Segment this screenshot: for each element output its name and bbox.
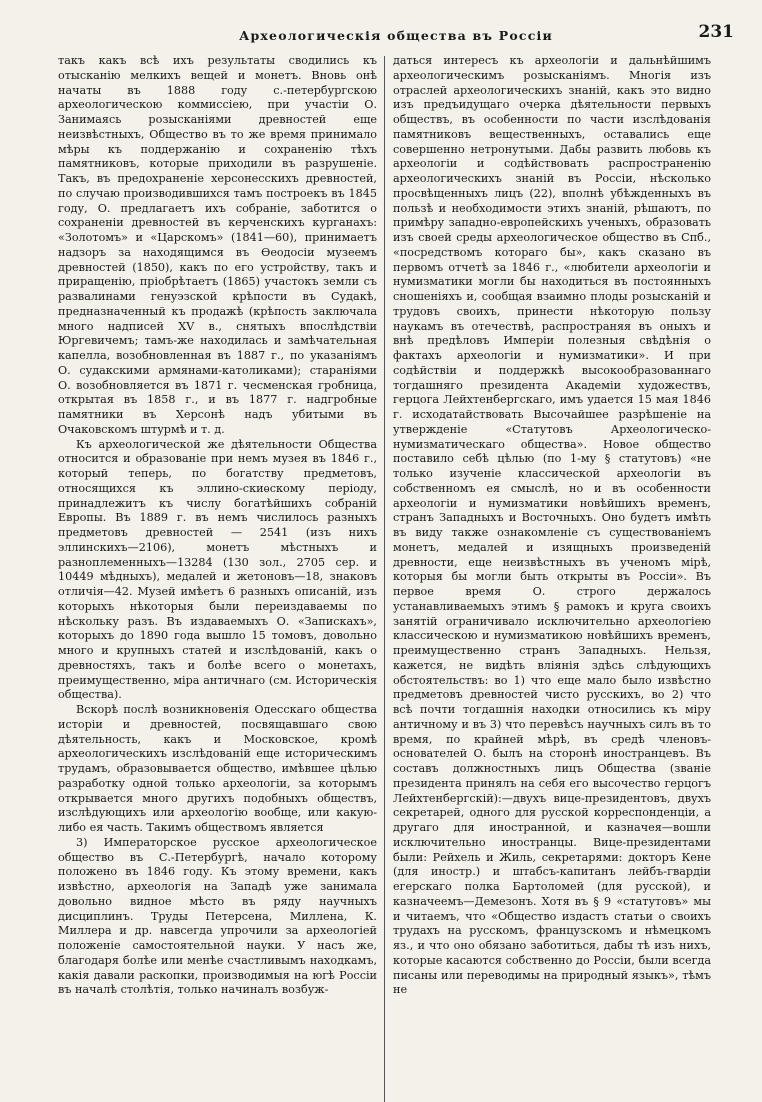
right-column [385, 54, 711, 1102]
running-head: Археологическія общества въ Россіи [239, 28, 553, 43]
paragraph: даться интересъ къ археологіи и дальнѣйшимъ археологическимъ розысканіямъ. Многія изъ отраслей археологическихъ знаній, какъ это видно изъ предъидущаго очерка дѣятельности первыхъ обществъ, въ особенности по части изслѣдованія памятниковъ вещественныхъ, оставались еще совершенно нетронутыми. Дабы развить любовь къ археологіи и содѣйствовать распространенію археологическихъ знаній въ Россіи, нѣсколько просвѣщенныхъ лицъ (22), вполнѣ убѣжденныхъ въ пользѣ и необходимости этихъ знаній, рѣшаютъ, по примѣру западно-европейскихъ ученыхъ, образовать изъ своей среды археологическое общество въ Спб., «посредствомъ котораго бы», какъ сказано въ первомъ отчетѣ за 1846 г., «любители археологіи и нумизматики могли бы находиться въ постоянныхъ сношеніяхъ и, сообщая взаимно плоды розысканій и трудовъ своихъ, принести нѣкоторую пользу наукамъ въ отечествѣ, распространяя въ оныхъ и внѣ предѣловъ Имперіи полезныя свѣдѣнія о фактахъ археологіи и нумизматики». И при содѣйствіи и поддержкѣ высокообразованнаго тогдашняго президента Академіи художествъ, герцога Лейхтенбергскаго, имъ удается 15 мая 1846 г. исходатайствовать Высочайшее разрѣшеніе на утвержденіе «Статутовъ Археологическо-нумизматическаго общества». Новое общество поставило себѣ цѣлью (по 1-му § статутовъ) «не только изученіе классической археологіи въ собственномъ ея смыслѣ, но и въ особенности археологіи и нумизматики новѣйшихъ временъ, странъ Западныхъ и Восточныхъ. Оно будетъ имѣть въ виду также ознакомленіе съ существованіемъ монетъ, медалей и изящныхъ произведеній древности, еще неизвѣстныхъ въ ученомъ мірѣ, которыя бы могли быть открыты въ Россіи». Въ первое время О. строго держалось устанавливаемыхъ этимъ § рамокъ и круга своихъ занятій ограничивало исключительно археологіею классическою и нумизматикою новѣйшихъ временъ, преимущественно странъ Западныхъ. Нельзя, кажется, не видѣть вліянія здѣсь слѣдующихъ обстоятельствъ: во 1) что еще мало было извѣстно предметовъ древностей чисто русскихъ, во 2) что всѣ почти тогдашнія находки относились къ міру античному и въ 3) что перевѣсъ научныхъ силъ въ то время, по крайней мѣрѣ, въ средѣ членовъ-основателей О. былъ на сторонѣ иностранцевъ. Въ составъ должностныхъ лицъ Общества (званіе президента принялъ на себя его высочество герцогъ Лейхтенбергскій):—двухъ вице-президентовъ, двухъ секретарей, одного для русской корреспонденціи, а другаго для иностранной, и казначея—вошли исключительно иностранцы. Вице-президентами были: Рейхель и Жиль, секретарями: докторъ Кене (для иностр.) и штабсъ-капитанъ лейбъ-гвардіи егерскаго полка Бартоломей (для русской), и казначеемъ—Демезонъ. Хотя въ § 9 «статутовъ» мы и читаемъ, что «Общество издастъ статьи о своихъ трудахъ на русскомъ, французскомъ и нѣмецкомъ яз., и что оно обязано заботиться, дабы тѣ изъ нихъ, которые касаются собственно до Россіи, были всегда писаны или переводимы на природный языкъ», тѣмъ не [393, 54, 711, 997]
paragraph: 3) Императорское русское археологическое общество въ С.-Петербургѣ, начало которому положено въ 1846 году. Къ этому времени, какъ извѣстно, археологія на Западѣ уже занимала довольно видное мѣсто въ ряду научныхъ дисциплинъ. Труды Петерсена, Миллена, К. Миллера и др. навсегда упрочили за археологіей положеніе самостоятельной науки. У насъ же, благодаря болѣе или менѣе счастливымъ находкамъ, какія давали раскопки, производимыя на югѣ Россіи въ началѣ столѣтія, только начиналъ возбуж- [58, 835, 377, 997]
page-header [58, 22, 734, 48]
paragraph: Вскорѣ послѣ возникновенія Одесскаго общества исторіи и древностей, посвящавшаго свою дѣятельность, какъ и Московское, кромѣ археологическихъ изслѣдованій еще историческимъ трудамъ, образовывается общество, имѣвшее цѣлью разработку одной только археологіи, за которымъ открывается много другихъ подобныхъ обществъ, изслѣдующихъ или археологію вообще, или какую-либо ея часть. Такимъ обществомъ является [58, 703, 377, 834]
paragraph: Къ археологической же дѣятельности Общества относится и образованіе при немъ музея въ 1846 г., который теперь, по богатству предметовъ, относящихся къ эллино-скиѳскому періоду, принадлежитъ къ числу богатѣйшихъ собраній Европы. Въ 1889 г. въ немъ числилось разныхъ предметовъ древностей — 2541 (изъ нихъ эллинскихъ—2106), монетъ мѣстныхъ и разноплеменныхъ—13284 (130 зол., 2705 сер. и 10449 мѣдныхъ), медалей и жетоновъ—18, знаковъ отличія—42. Музей имѣетъ 6 разныхъ описаній, изъ которыхъ нѣкоторыя были переиздаваемы по нѣскольку разъ. Въ издаваемыхъ О. «Запискахъ», которыхъ до 1890 года вышло 15 томовъ, довольно много и крупныхъ статей и изслѣдованій, какъ о древностяхъ, такъ и болѣе всего о монетахъ, преимущественно, міра античнаго (см. Историческія общества). [58, 437, 377, 702]
left-column [58, 54, 384, 1102]
text-columns [58, 54, 734, 1102]
paragraph: такъ какъ всѣ ихъ результаты сводились къ отысканію мелкихъ вещей и монетъ. Вновь онѣ начаты въ 1888 году с.-петербургскою археологическою коммиссіею, при участіи О. Занимаясь розысканіями древностей еще неизвѣстныхъ, Общество въ то же время принимало мѣры къ поддержанію и сохраненію тѣхъ памятниковъ, которые приходили въ разрушеніе. Такъ, въ предохраненіе херсонесскихъ древностей, по случаю производившихся тамъ построекъ въ 1845 году, О. предлагаетъ ихъ собраніе, заботится о сохраненіи древностей въ керченскихъ курганахъ: «Золотомъ» и «Царскомъ» (1841—60), принимаетъ надзоръ за находящимся въ Ѳеодосіи музеемъ древностей (1850), какъ по его устройству, такъ и приращенію, пріобрѣтаетъ (1865) участокъ земли съ развалинами генуэзской крѣпости въ Судакѣ, предназначенный къ продажѣ (крѣпость заключала много надписей XV в., снятыхъ впослѣдствіи Юргевичемъ; тамъ-же находилась и замѣчательная капелла, возобновленная въ 1887 г., по указаніямъ О. судакскими армянами-католиками); стараніями О. возобновляется въ 1871 г. чесменская гробница, открытая въ 1858 г., и въ 1877 г. надгробные памятники въ Херсонѣ надъ убитыми въ Очаковскомъ штурмѣ и т. д. [58, 54, 377, 436]
page-number: 231 [698, 22, 734, 42]
